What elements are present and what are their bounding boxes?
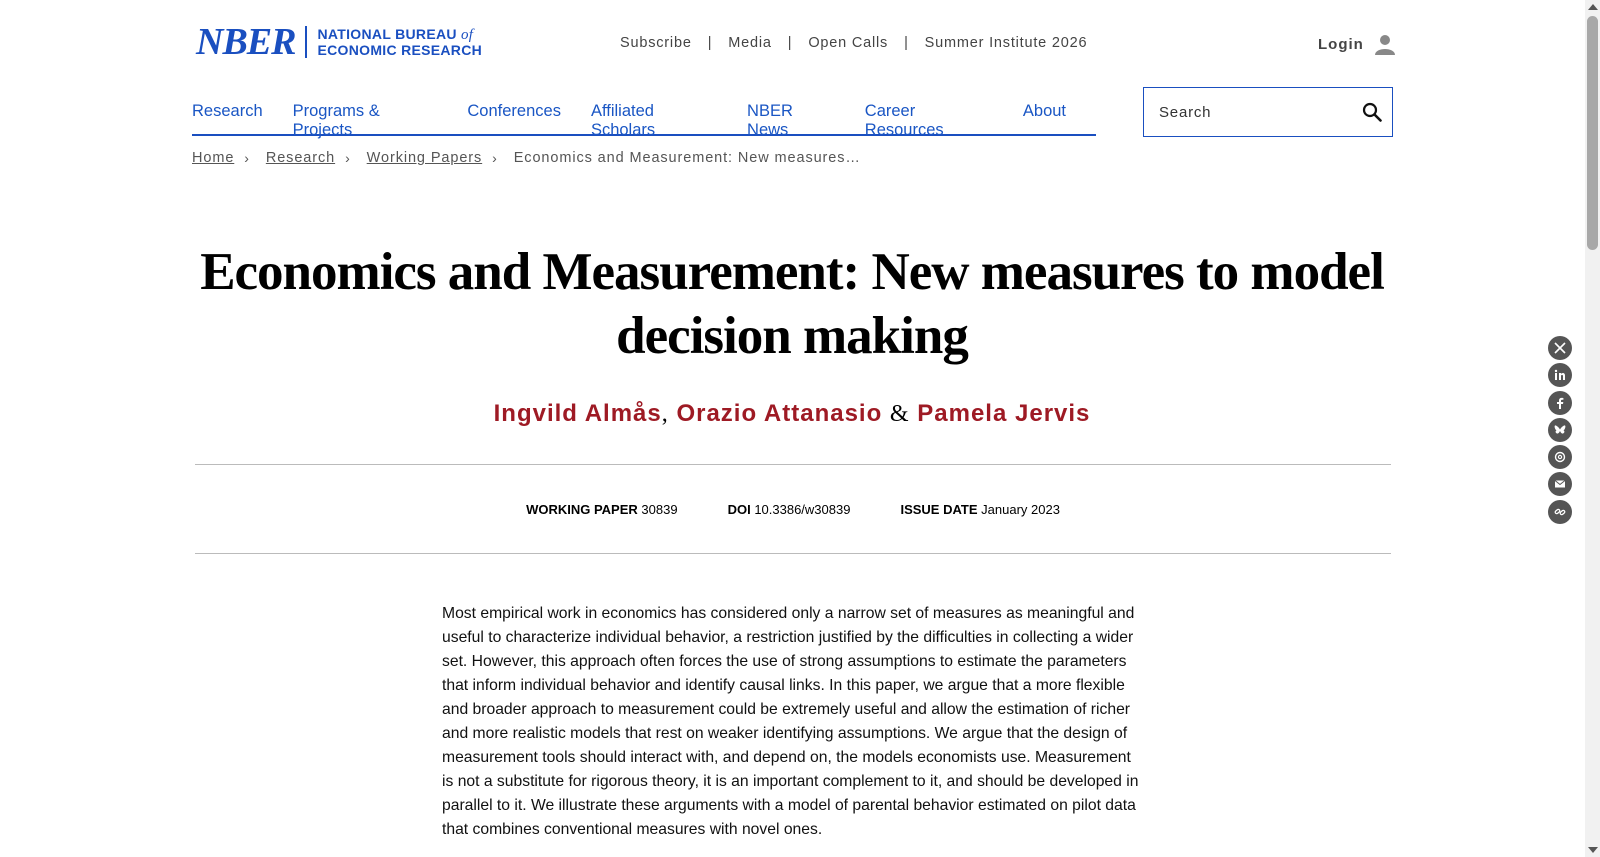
- logo-line1: NATIONAL BUREAU: [317, 25, 457, 42]
- paper-metadata: [195, 464, 1391, 554]
- author-link[interactable]: Ingvild Almås: [493, 400, 662, 427]
- author-link[interactable]: Orazio Attanasio: [676, 400, 883, 427]
- author-separator: ,: [661, 401, 669, 427]
- logo-line2: ECONOMIC RESEARCH: [317, 41, 483, 58]
- chevron-right-icon: ›: [244, 150, 250, 166]
- author-separator: &: [889, 401, 910, 427]
- nav-career-resources[interactable]: Career Resources: [864, 102, 944, 139]
- logo-mark: NBER: [196, 21, 296, 63]
- breadcrumb-research[interactable]: Research: [265, 150, 336, 166]
- scroll-up-icon[interactable]: [1588, 4, 1598, 10]
- nav-conferences[interactable]: Conferences: [467, 102, 561, 120]
- x-icon[interactable]: [1548, 336, 1572, 360]
- working-paper-number: [526, 502, 678, 517]
- nav-affiliated-scholars[interactable]: Affiliated Scholars: [590, 102, 656, 139]
- logo-divider: [305, 26, 307, 58]
- nav-programs-projects[interactable]: Programs & Projects: [292, 102, 380, 139]
- nav-research[interactable]: Research: [192, 102, 263, 120]
- page-title: Economics and Measurement: New measures to model decision making: [200, 243, 1384, 365]
- meta-value: January 2023: [981, 501, 1060, 517]
- scroll-down-icon[interactable]: [1588, 847, 1598, 853]
- meta-value: 10.3386/w30839: [754, 501, 851, 517]
- breadcrumb-current: Economics and Measurement: New measures…: [513, 150, 861, 166]
- scroll-thumb[interactable]: [1587, 16, 1598, 250]
- meta-label: WORKING PAPER: [526, 501, 638, 517]
- breadcrumb-home[interactable]: Home: [192, 150, 235, 166]
- separator: |: [707, 35, 713, 51]
- separator: |: [787, 35, 793, 51]
- utility-nav: [620, 35, 1087, 51]
- breadcrumb: [192, 150, 861, 166]
- share-bar: [1548, 336, 1572, 527]
- login-label: Login: [1318, 35, 1364, 53]
- issue-date: [900, 502, 1059, 517]
- open-calls-link[interactable]: Open Calls: [808, 35, 889, 51]
- logo-text: [317, 27, 482, 58]
- separator: |: [904, 35, 909, 51]
- threads-icon[interactable]: [1548, 445, 1572, 469]
- linkedin-icon[interactable]: [1548, 363, 1572, 387]
- email-icon[interactable]: [1548, 472, 1572, 496]
- search-box: [1143, 87, 1393, 137]
- chevron-right-icon: ›: [345, 150, 351, 166]
- nav-about[interactable]: About: [1022, 102, 1067, 120]
- meta-value: 30839: [641, 501, 678, 517]
- search-input[interactable]: [1159, 104, 1349, 121]
- doi: [728, 502, 851, 517]
- link-icon[interactable]: [1548, 500, 1572, 524]
- main-nav: [192, 90, 1096, 139]
- search-icon[interactable]: [1362, 102, 1382, 122]
- author-list: [192, 400, 1392, 428]
- abstract-text: Most empirical work in economics has considered only a narrow set of measures as meaningful and useful to characterize individual behavior, a restriction justified by the difficulties in collecting a wider set. However, this approach often forces the use of strong assumptions to estimate the parameters that inform individual behavior and identify causal links. In this paper, we argue that a more flexible and broader approach to measurement could be extremely useful and allow the estimation of richer and more realistic models that rest on weaker identifying assumptions. We argue that the design of measurement tools should interact with, and depend on, the models economists use. Measurement is not a substitute for rigorous theory, it is an important complement to it, and should be developed in parallel to it. We illustrate these arguments with a model of parental behavior estimated on pilot data that combines conventional measures with novel ones.: [442, 605, 1139, 838]
- bluesky-icon[interactable]: [1548, 418, 1572, 442]
- login-button[interactable]: [1318, 33, 1396, 55]
- subscribe-link[interactable]: Subscribe: [620, 35, 692, 51]
- media-link[interactable]: Media: [728, 35, 772, 51]
- page-scrollbar[interactable]: [1585, 0, 1600, 857]
- author-link[interactable]: Pamela Jervis: [917, 400, 1091, 427]
- summer-institute-link[interactable]: Summer Institute 2026: [924, 35, 1088, 51]
- user-icon: [1374, 33, 1396, 55]
- chevron-right-icon: ›: [492, 150, 498, 166]
- facebook-icon[interactable]: [1548, 391, 1572, 415]
- nav-nber-news[interactable]: NBER News: [747, 102, 793, 139]
- nber-logo[interactable]: [196, 21, 483, 63]
- meta-label: DOI: [727, 501, 751, 517]
- logo-of: of: [461, 26, 474, 43]
- meta-label: ISSUE DATE: [900, 501, 978, 517]
- breadcrumb-working-papers[interactable]: Working Papers: [366, 150, 483, 166]
